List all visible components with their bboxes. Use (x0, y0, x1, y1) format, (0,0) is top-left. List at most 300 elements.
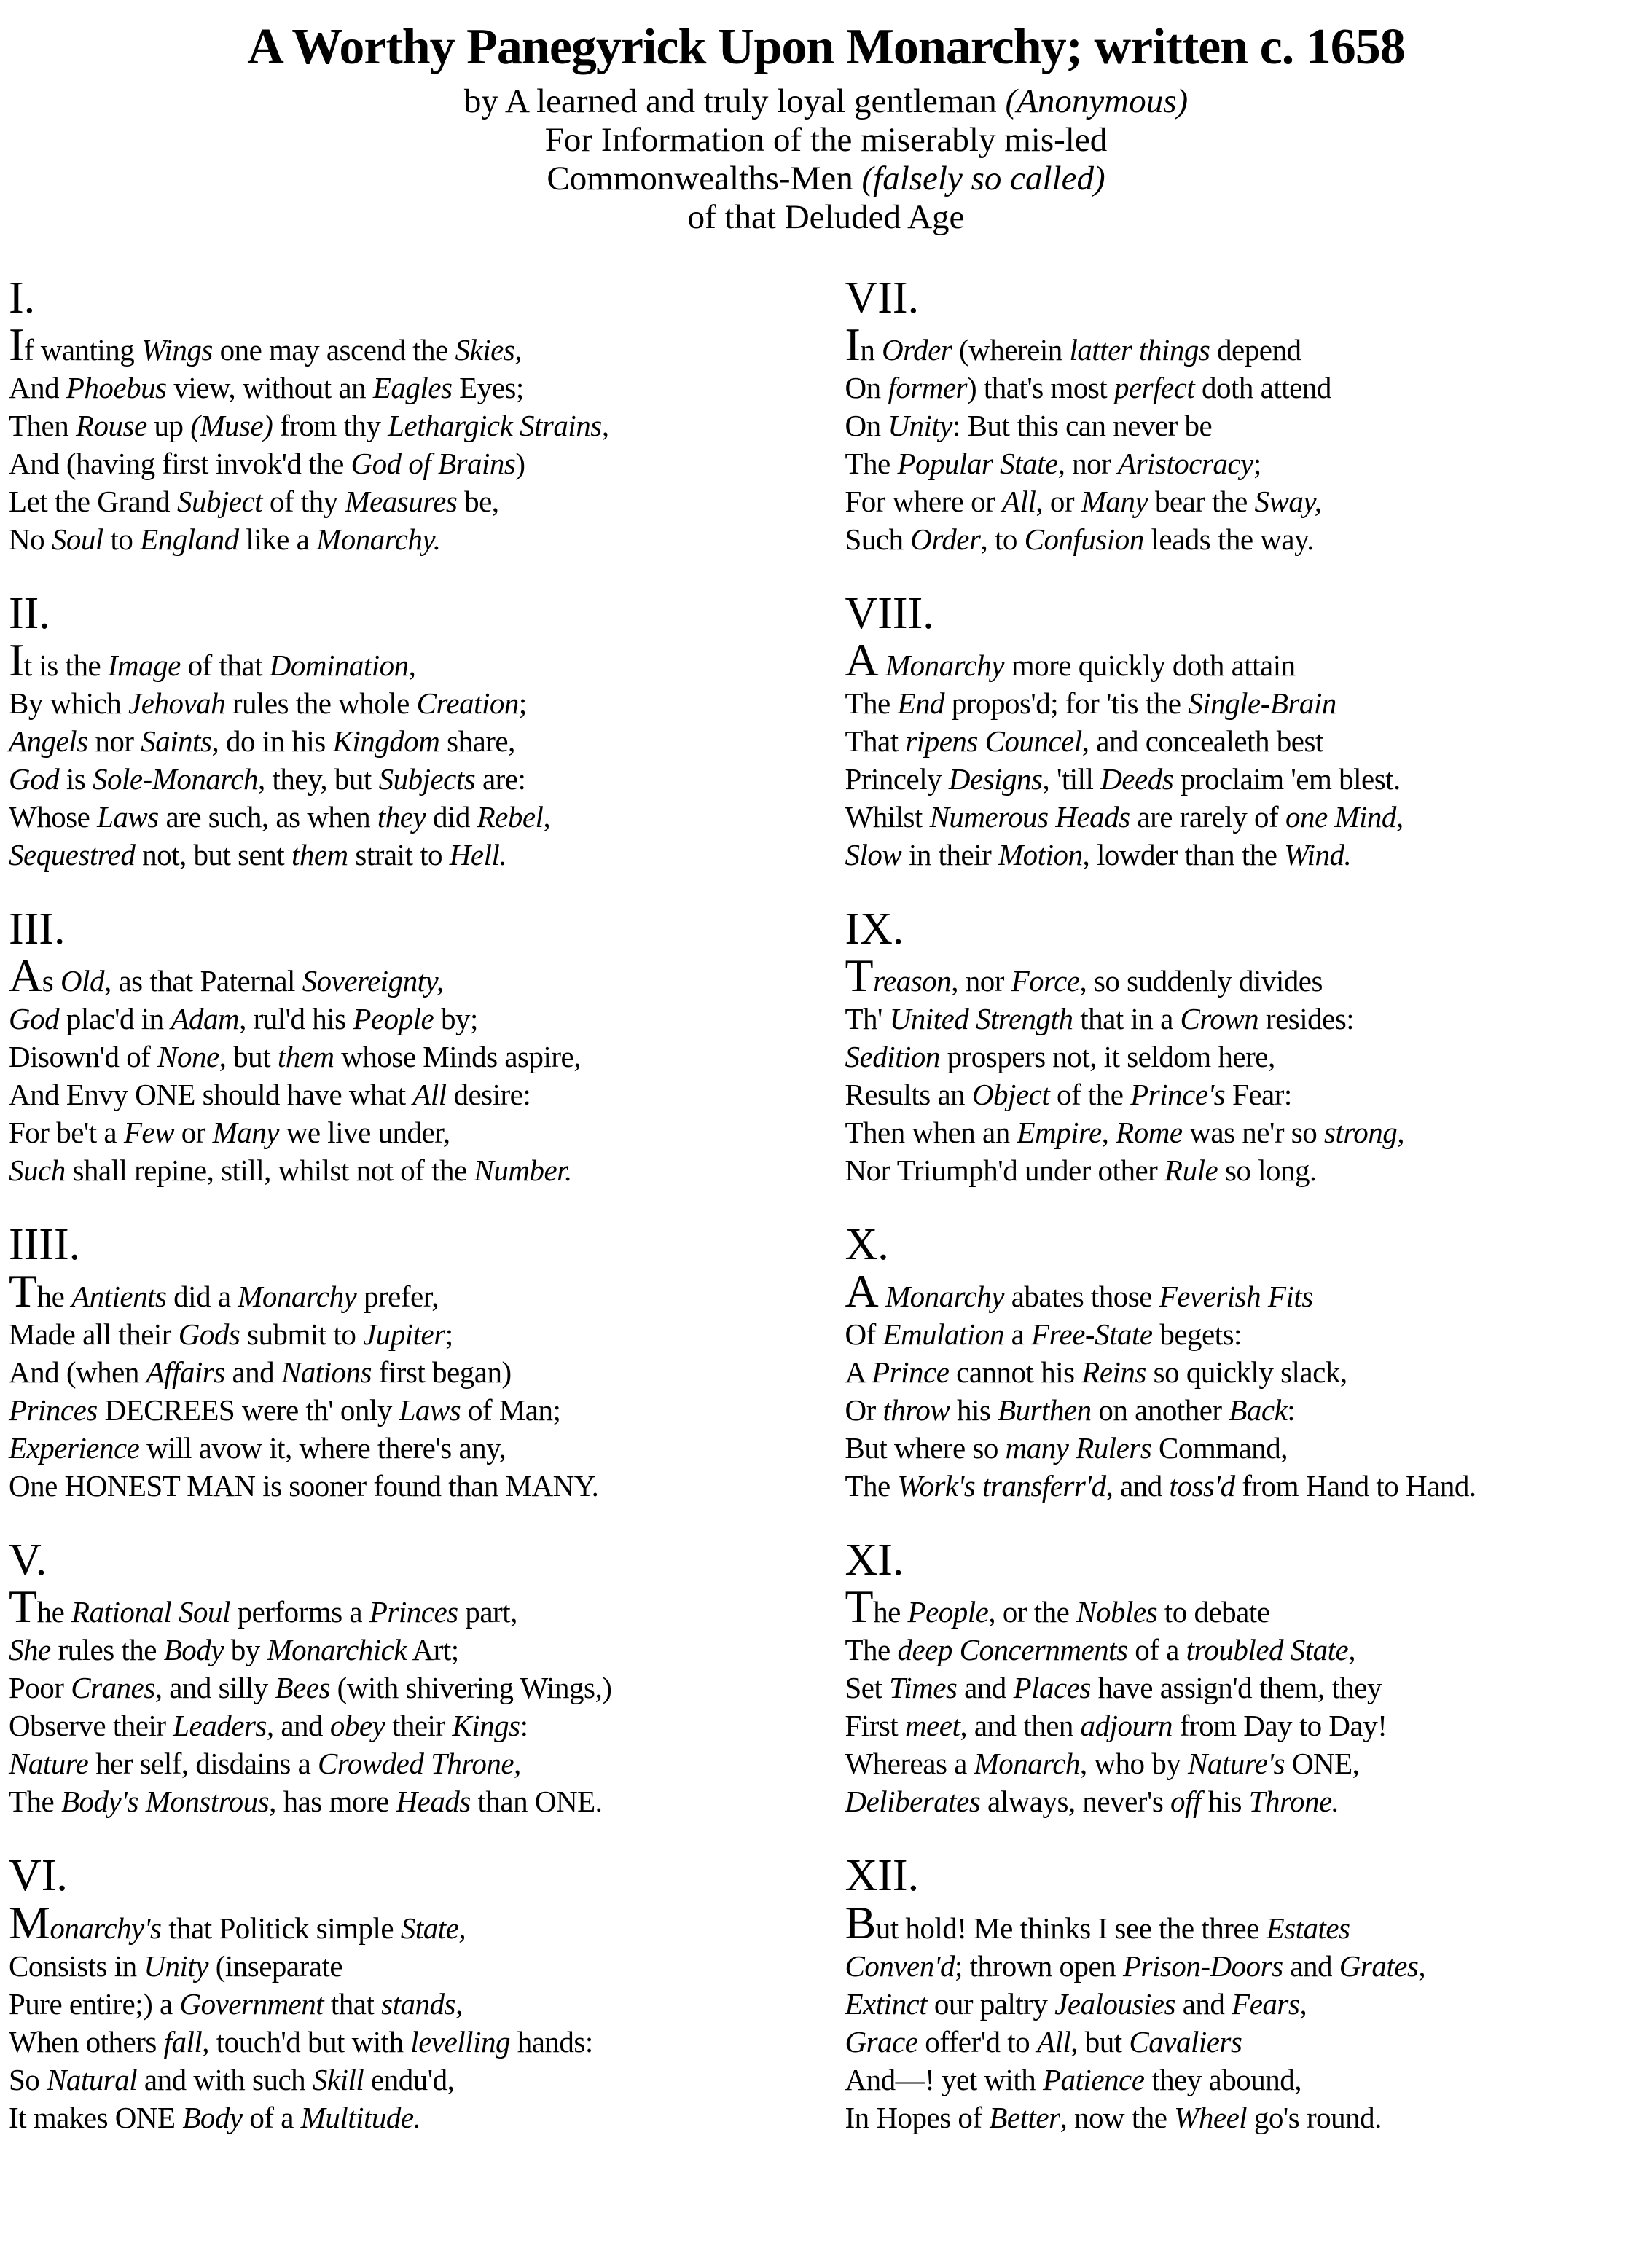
text-segment: , and (1105, 1469, 1170, 1503)
text-segment: , but (1070, 2024, 1130, 2059)
text-segment: part, (458, 1595, 517, 1629)
poem-line (9, 1391, 810, 1429)
text-segment (878, 649, 885, 682)
text-segment: Observe their (9, 1709, 173, 1743)
italic-segment: Numerous Heads (929, 800, 1130, 834)
italic-segment: Better (989, 2100, 1060, 2134)
text-segment: so long. (1218, 1154, 1317, 1188)
italic-segment: Kingdom (332, 724, 440, 759)
text-segment: , nor (1057, 447, 1119, 481)
text-segment: will avow it, where there's any, (139, 1431, 506, 1465)
italic-segment: Free-State (1031, 1317, 1153, 1352)
italic-segment: Saints (141, 724, 212, 759)
italic-segment: deep Concernments (897, 1633, 1128, 1667)
text-segment: hands: (509, 2024, 593, 2059)
stanza-V (9, 1537, 810, 1820)
text-segment: to debate (1157, 1595, 1270, 1629)
italic-segment: meet (904, 1709, 960, 1743)
italic-segment: Conven'd (845, 1948, 955, 1983)
poem-line (845, 2023, 1647, 2061)
text-segment: ; (518, 686, 527, 721)
italic-segment: God of Brains (351, 447, 516, 481)
italic-segment: None (157, 1040, 219, 1074)
italic-segment: Phoebus (66, 371, 167, 405)
stanza-numeral: X. (845, 1220, 889, 1270)
italic-segment: State, (400, 1911, 466, 1945)
italic-segment: Subjects (378, 762, 476, 796)
text-segment: propos'd; for 'tis the (944, 686, 1189, 721)
italic-segment: Extinct (845, 1986, 928, 2021)
italic-segment: Such (9, 1154, 66, 1188)
italic-segment: stands, (381, 1986, 463, 2021)
italic-segment: Affairs (146, 1355, 225, 1390)
text-segment: he (36, 1595, 72, 1629)
text-segment: resides: (1258, 1002, 1355, 1036)
text-segment: from Hand to Hand. (1234, 1469, 1476, 1503)
text-segment: of the (1049, 1078, 1131, 1112)
text-segment: Pure entire;) a (9, 1986, 180, 2021)
text-segment: and (224, 1355, 281, 1390)
drop-cap: I (9, 318, 24, 371)
stanza-II (9, 590, 810, 874)
italic-segment: Princes (369, 1595, 458, 1629)
italic-segment: Creation (416, 686, 519, 721)
italic-segment: Kings (452, 1709, 520, 1743)
text-segment: and with such (137, 2062, 313, 2096)
text-segment: Such (845, 522, 911, 557)
text-segment: their (385, 1709, 453, 1743)
italic-segment: Deliberates (845, 1785, 981, 1819)
italic-segment: ripens Councel (905, 724, 1082, 759)
italic-segment: Wind. (1284, 838, 1352, 872)
text-segment: , rul'd his (239, 1002, 353, 1036)
text-segment: in their (901, 838, 999, 872)
poem-line (9, 760, 810, 798)
text-segment: Let the Grand (9, 485, 177, 519)
text-segment: Made all their (9, 1317, 179, 1352)
italic-segment: Monarch (974, 1747, 1080, 1781)
text-segment: A (845, 1355, 872, 1390)
italic-segment: Work's transferr'd (897, 1469, 1106, 1503)
italic-segment: Subject (176, 485, 263, 519)
poem-line (845, 836, 1647, 874)
text-segment: , who by (1079, 1747, 1189, 1781)
text-segment: or (173, 1116, 213, 1150)
text-segment: from Day to Day! (1173, 1709, 1387, 1743)
poem-line (845, 407, 1647, 444)
italic-segment: Princes (9, 1393, 98, 1427)
text-segment: Results an (845, 1078, 972, 1112)
poem-line (9, 318, 810, 371)
italic-segment: (falsely so called) (861, 160, 1105, 197)
text-segment: , has more (269, 1785, 396, 1819)
subtitle-line (0, 198, 1652, 237)
poem-line (845, 722, 1647, 760)
italic-segment: Slow (845, 838, 902, 872)
poem-line (845, 949, 1647, 1002)
italic-segment: God (9, 1002, 60, 1036)
stanza-VIII (845, 590, 1647, 874)
italic-segment: them (277, 1040, 334, 1074)
left-column (9, 275, 810, 2169)
italic-segment: Times (889, 1671, 958, 1705)
text-segment: bear the (1148, 485, 1255, 519)
italic-segment: Heads (396, 1785, 471, 1819)
poem-line (9, 520, 810, 558)
italic-segment: All (1002, 485, 1036, 519)
text-segment: leads the way. (1143, 522, 1315, 557)
poem-line (9, 1038, 810, 1076)
poem-line (9, 1151, 810, 1189)
text-segment: DECREES were th' only (97, 1393, 399, 1427)
text-segment: , nor (951, 964, 1011, 998)
stanza-numeral: II. (9, 589, 50, 639)
text-segment: Then when an (845, 1116, 1017, 1150)
text-segment: than ONE. (470, 1785, 603, 1819)
italic-segment: Designs (948, 762, 1043, 796)
italic-segment: People (907, 1595, 989, 1629)
text-segment: That (845, 724, 906, 759)
italic-segment: All (1036, 2024, 1071, 2059)
poem-line (845, 1038, 1647, 1076)
text-segment: On (845, 409, 888, 443)
text-segment: Then (9, 409, 76, 443)
drop-cap: T (845, 1581, 874, 1633)
text-segment: (inseparate (208, 1948, 343, 1983)
italic-segment: Cavaliers (1129, 2024, 1242, 2059)
text-segment: go's round. (1247, 2100, 1382, 2134)
text-segment: t is the (23, 649, 108, 683)
poem-line (9, 482, 810, 520)
poem-line (845, 760, 1647, 798)
poem-line (845, 1581, 1647, 1633)
drop-cap: I (845, 318, 861, 371)
text-segment: The (845, 686, 898, 721)
text-segment: So (9, 2062, 47, 2096)
italic-segment: Estates (1266, 1911, 1350, 1945)
italic-segment: throw (882, 1393, 950, 1427)
text-segment: , touch'd but with (202, 2024, 411, 2059)
poem-line (845, 444, 1647, 482)
poem-line (845, 684, 1647, 722)
text-segment: And (when (9, 1355, 146, 1390)
italic-segment: Sedition (845, 1040, 940, 1074)
poem-line (845, 1947, 1647, 1985)
italic-segment: Adam (171, 1002, 240, 1036)
text-segment: by; (434, 1002, 478, 1036)
text-segment: proclaim 'em blest. (1173, 762, 1401, 796)
text-segment: , or (1036, 485, 1081, 519)
text-segment: rules the (50, 1633, 164, 1667)
poem-line (845, 1315, 1647, 1353)
italic-segment: Angels (9, 724, 88, 759)
italic-segment: Prince's (1130, 1078, 1226, 1112)
text-segment: For be't a (9, 1116, 124, 1150)
text-segment: ; (445, 1317, 453, 1352)
poem-line (845, 1391, 1647, 1429)
text-segment: ut hold! Me thinks I see the three (875, 1911, 1267, 1945)
italic-segment: Popular State (897, 447, 1058, 481)
poem-line (9, 684, 810, 722)
text-segment: One HONEST MAN is sooner found than MANY. (9, 1469, 599, 1503)
italic-segment: Wings (141, 333, 213, 367)
italic-segment: Nature's (1188, 1747, 1285, 1781)
text-segment: prospers not, it seldom here, (939, 1040, 1275, 1074)
text-segment: Commonwealths-Men (547, 160, 862, 197)
text-segment: his (950, 1393, 998, 1427)
italic-segment: Cranes (71, 1671, 155, 1705)
poem-line (845, 1744, 1647, 1782)
text-segment: On (845, 371, 888, 405)
italic-segment: Crown (1180, 1002, 1259, 1036)
subtitle-line (0, 82, 1652, 121)
italic-segment: Force (1011, 964, 1080, 998)
italic-segment: troubled State, (1186, 1633, 1356, 1667)
drop-cap: I (9, 634, 24, 686)
italic-segment: Many (212, 1116, 279, 1150)
italic-segment: All (412, 1078, 447, 1112)
italic-segment: Nobles (1076, 1595, 1158, 1629)
italic-segment: Hell. (449, 838, 507, 872)
drop-cap: A (845, 634, 879, 686)
text-segment: and (1283, 1948, 1339, 1983)
poem-line (9, 1947, 810, 1985)
stanza-numeral: I. (9, 273, 36, 323)
text-segment: abates those (1003, 1280, 1159, 1314)
text-segment (878, 1280, 885, 1313)
italic-segment: Bees (275, 1671, 330, 1705)
text-segment: and (1175, 1986, 1232, 2021)
italic-segment: Order (882, 333, 952, 367)
text-segment: begets: (1152, 1317, 1242, 1352)
text-segment: : (1287, 1393, 1296, 1427)
poem-line (845, 1000, 1647, 1038)
poem-line (9, 1113, 810, 1151)
poem-line (845, 1896, 1647, 1948)
poem-line (9, 1265, 810, 1317)
italic-segment: Experience (9, 1431, 140, 1465)
italic-segment: Body's Monstrous (61, 1785, 270, 1819)
text-segment: The (845, 1469, 898, 1503)
italic-segment: (Anonymous) (1005, 82, 1189, 120)
italic-segment: fall (163, 2024, 203, 2059)
text-segment: so quickly slack, (1146, 1355, 1347, 1390)
poem-subtitle (0, 82, 1652, 237)
poem-line (845, 1707, 1647, 1744)
poem-line (845, 1782, 1647, 1820)
italic-segment: Eagles (372, 371, 453, 405)
text-segment: a (1003, 1317, 1032, 1352)
text-segment: Disown'd of (9, 1040, 158, 1074)
stanza-numeral: XII. (845, 1851, 920, 1901)
poem-line (9, 1000, 810, 1038)
drop-cap: B (845, 1896, 876, 1948)
text-segment: his (1200, 1785, 1249, 1819)
italic-segment: Antients (71, 1280, 167, 1314)
text-segment: , and then (960, 1709, 1081, 1743)
text-segment: of a (242, 2100, 301, 2134)
text-segment: that in a (1073, 1002, 1181, 1036)
poem-line (845, 1113, 1647, 1151)
poem-line (845, 1669, 1647, 1707)
italic-segment: Fears, (1232, 1986, 1307, 2021)
italic-segment: Wheel (1174, 2100, 1248, 2134)
italic-segment: Sole-Monarch (92, 762, 258, 796)
poem-line (9, 1076, 810, 1113)
text-segment: ; thrown open (955, 1948, 1124, 1983)
italic-segment: (Muse) (190, 409, 273, 443)
stanza-numeral: IX. (845, 904, 904, 955)
text-segment: submit to (240, 1317, 364, 1352)
text-segment: In Hopes of (845, 2100, 990, 2134)
drop-cap: A (9, 949, 42, 1002)
text-segment: No (9, 522, 52, 557)
italic-segment: Rule (1164, 1154, 1218, 1188)
text-segment: (with shivering Wings,) (329, 1671, 612, 1705)
poem-line (9, 798, 810, 836)
italic-segment: obey (329, 1709, 385, 1743)
text-segment: Of (845, 1317, 883, 1352)
stanza-IX (845, 906, 1647, 1189)
poem-line (9, 1631, 810, 1669)
text-segment: offer'd to (917, 2024, 1037, 2059)
italic-segment: latter things (1069, 333, 1210, 367)
italic-segment: Government (179, 1986, 324, 2021)
drop-cap: A (845, 1265, 879, 1317)
stanza-numeral: VIII. (845, 589, 934, 639)
poem-line (9, 1581, 810, 1633)
text-segment: our paltry (927, 1986, 1055, 2021)
italic-segment: Natural (47, 2062, 138, 2096)
text-segment: whose Minds aspire, (334, 1040, 581, 1074)
text-segment: And (9, 371, 66, 405)
text-segment: Princely (845, 762, 949, 796)
italic-segment: Patience (1043, 2062, 1145, 2096)
text-segment: , do in his (211, 724, 333, 759)
text-segment: that Politick simple (161, 1911, 401, 1945)
italic-segment: Grace (845, 2024, 918, 2059)
stanza-X (845, 1221, 1647, 1505)
text-segment: , to (980, 522, 1025, 557)
text-segment: s (42, 964, 60, 998)
poem-line (9, 949, 810, 1002)
text-segment: Whilst (845, 800, 930, 834)
text-segment: he (873, 1595, 908, 1629)
italic-segment: former (888, 371, 967, 405)
italic-segment: Jehovah (128, 686, 226, 721)
text-segment: f wanting (23, 333, 142, 367)
text-segment: Consists in (9, 1948, 144, 1983)
text-segment: , they, but (258, 762, 379, 796)
italic-segment: Many (1081, 485, 1148, 519)
text-segment: , so suddenly divides (1079, 964, 1323, 998)
text-segment: first began) (372, 1355, 512, 1390)
italic-segment: Skill (312, 2062, 364, 2096)
italic-segment: one Mind, (1285, 800, 1404, 834)
italic-segment: Back (1229, 1393, 1288, 1427)
text-segment: Nor Triumph'd under other (845, 1154, 1165, 1188)
text-segment: Th' (845, 1002, 890, 1036)
text-segment: When others (9, 2024, 164, 2059)
italic-segment: Nature (9, 1747, 89, 1781)
stanza-XII (845, 1852, 1647, 2136)
text-segment: And—! yet with (845, 2062, 1043, 2096)
text-segment: performs a (230, 1595, 369, 1629)
italic-segment: Body (163, 1633, 224, 1667)
text-segment: , and (266, 1709, 330, 1743)
poem-line (845, 520, 1647, 558)
poem-line (9, 1315, 810, 1353)
text-segment: The (845, 447, 898, 481)
drop-cap: M (9, 1896, 50, 1948)
italic-segment: Body (182, 2100, 243, 2134)
text-segment: Art; (407, 1633, 459, 1667)
italic-segment: Sovereignty, (302, 964, 444, 998)
italic-segment: many Rulers (1005, 1431, 1152, 1465)
italic-segment: Places (1013, 1671, 1091, 1705)
text-segment: shall repine, still, whilst not of the (65, 1154, 474, 1188)
italic-segment: onarchy's (50, 1911, 162, 1945)
italic-segment: off (1170, 1785, 1201, 1819)
text-segment: Or (845, 1393, 883, 1427)
poem-line (9, 722, 810, 760)
italic-segment: Confusion (1024, 522, 1144, 557)
text-segment: that (324, 1986, 382, 2021)
italic-segment: Image (107, 649, 181, 683)
italic-segment: Sequestred (9, 838, 136, 872)
text-segment: , or the (988, 1595, 1077, 1629)
italic-segment: Throne. (1248, 1785, 1339, 1819)
text-segment: always, never's (980, 1785, 1171, 1819)
poem-line (845, 2099, 1647, 2136)
text-segment: Command, (1151, 1431, 1288, 1465)
right-column (845, 275, 1647, 2169)
text-segment: , and silly (154, 1671, 275, 1705)
poem-columns (0, 275, 1652, 2169)
poem-line (9, 369, 810, 407)
poem-line (845, 1353, 1647, 1391)
italic-segment: Few (123, 1116, 174, 1150)
stanza-XI (845, 1537, 1647, 1820)
text-segment: : (520, 1709, 528, 1743)
italic-segment: God (9, 762, 60, 796)
text-segment: and (957, 1671, 1014, 1705)
poem-line (845, 318, 1647, 371)
poem-line (845, 1151, 1647, 1189)
italic-segment: Monarchy (885, 649, 1004, 683)
text-segment: ONE, (1285, 1747, 1360, 1781)
text-segment: Eyes; (452, 371, 524, 405)
text-segment: For Information of the miserably mis-led (544, 121, 1108, 159)
italic-segment: Laws (97, 800, 159, 834)
text-segment: Poor (9, 1671, 71, 1705)
text-segment: did a (166, 1280, 238, 1314)
text-segment: doth attend (1194, 371, 1331, 405)
text-segment: are such, as when (158, 800, 377, 834)
text-segment: , and concealeth best (1081, 724, 1323, 759)
poem-line (845, 2061, 1647, 2099)
text-segment: plac'd in (59, 1002, 171, 1036)
text-segment: of thy (262, 485, 345, 519)
poem-line (845, 634, 1647, 686)
stanza-VII (845, 275, 1647, 558)
text-segment: By which (9, 686, 129, 721)
italic-segment: Rouse (76, 409, 147, 443)
text-segment: of that (180, 649, 270, 683)
italic-segment: Gods (178, 1317, 240, 1352)
text-segment: by (224, 1633, 267, 1667)
italic-segment: adjourn (1080, 1709, 1173, 1743)
